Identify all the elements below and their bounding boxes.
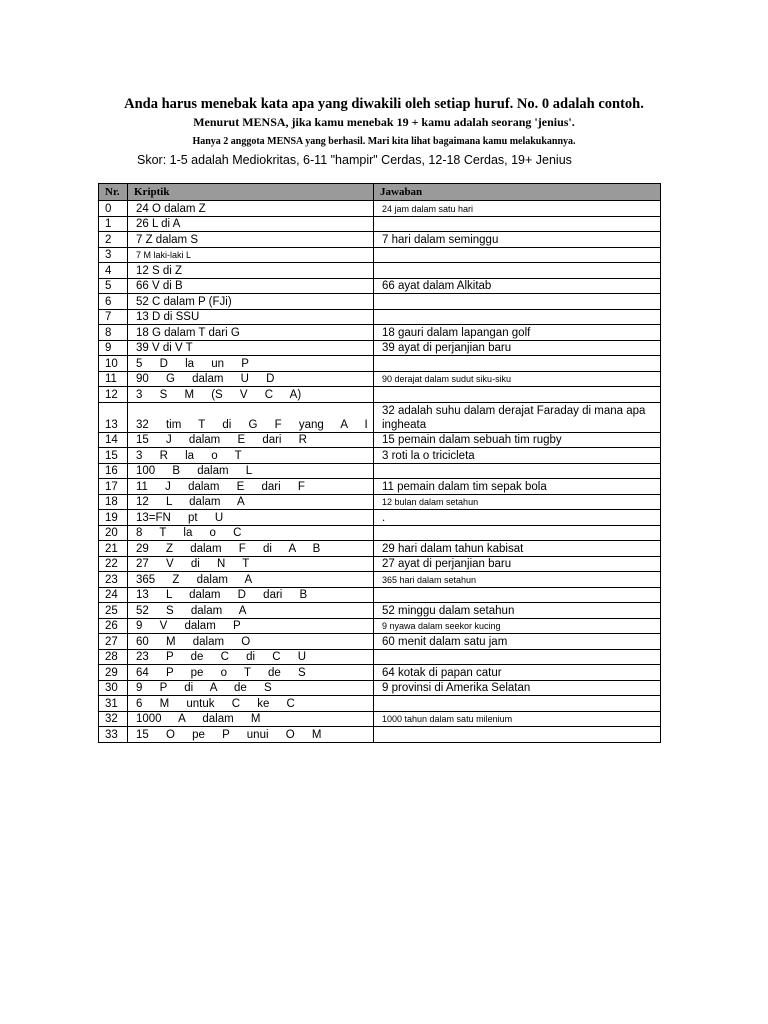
row-jawaban [374,294,661,310]
row-number: 33 [99,727,128,743]
row-jawaban: 24 jam dalam satu hari [374,201,661,217]
table-row [99,340,661,356]
row-number: 28 [99,649,128,665]
table-header-row [99,184,661,201]
row-kriptik: 52 S dalam A [128,603,374,619]
row-jawaban [374,463,661,479]
row-number: 13 [99,402,128,432]
row-jawaban: 12 bulan dalam setahun [374,494,661,510]
row-jawaban [374,587,661,603]
header-jawaban: Jawaban [374,184,661,201]
table-row [99,649,661,665]
table-row [99,510,661,526]
row-kriptik: 3 R la o T [128,448,374,464]
row-kriptik: 8 T la o C [128,525,374,541]
row-jawaban: 7 hari dalam seminggu [374,232,661,248]
row-kriptik: 39 V di V T [128,340,374,356]
row-kriptik: 1000 A dalam M [128,711,374,727]
row-jawaban: 15 pemain dalam sebuah tim rugby [374,432,661,448]
row-kriptik: 15 J dalam E dari R [128,432,374,448]
header-kriptik: Kriptik [128,184,374,201]
table-row [99,634,661,650]
table-row [99,603,661,619]
row-number: 10 [99,356,128,372]
row-jawaban: 29 hari dalam tahun kabisat [374,541,661,557]
row-kriptik: 23 P de C di C U [128,649,374,665]
row-jawaban: 90 derajat dalam sudut siku-siku [374,371,661,387]
row-kriptik: 9 V dalam P [128,618,374,634]
row-kriptik: 100 B dalam L [128,463,374,479]
row-kriptik: 3 S M (S V C A) [128,387,374,403]
table-row [99,278,661,294]
row-kriptik: 18 G dalam T dari G [128,325,374,341]
row-jawaban: 27 ayat di perjanjian baru [374,556,661,572]
table-row [99,263,661,279]
table-row [99,402,661,432]
puzzle-table [98,183,661,743]
table-row [99,356,661,372]
row-jawaban: 60 menit dalam satu jam [374,634,661,650]
row-jawaban: 52 minggu dalam setahun [374,603,661,619]
table-row [99,232,661,248]
table-row [99,216,661,232]
row-kriptik: 24 O dalam Z [128,201,374,217]
row-jawaban: 39 ayat di perjanjian baru [374,340,661,356]
row-jawaban: 11 pemain dalam tim sepak bola [374,479,661,495]
row-kriptik: 66 V di B [128,278,374,294]
row-number: 23 [99,572,128,588]
table-row [99,572,661,588]
row-kriptik: 9 P di A de S [128,680,374,696]
row-kriptik: 64 P pe o T de S [128,665,374,681]
row-number: 14 [99,432,128,448]
row-number: 12 [99,387,128,403]
row-jawaban [374,309,661,325]
table-row [99,587,661,603]
table-row [99,696,661,712]
page-note: Hanya 2 anggota MENSA yang berhasil. Mari kita lihat bagaimana kamu melakukannya. [192,136,576,147]
row-jawaban: 3 roti la o tricicleta [374,448,661,464]
row-number: 25 [99,603,128,619]
row-number: 15 [99,448,128,464]
row-number: 31 [99,696,128,712]
table-row [99,387,661,403]
table-row [99,309,661,325]
row-jawaban: 18 gauri dalam lapangan golf [374,325,661,341]
row-number: 22 [99,556,128,572]
row-kriptik: 6 M untuk C ke C [128,696,374,712]
row-kriptik: 29 Z dalam F di A B [128,541,374,557]
table-row [99,618,661,634]
row-number: 21 [99,541,128,557]
page-title: Anda harus menebak kata apa yang diwakili oleh setiap huruf. No. 0 adalah contoh. [124,96,644,112]
row-number: 9 [99,340,128,356]
table-row [99,325,661,341]
row-number: 24 [99,587,128,603]
row-jawaban [374,649,661,665]
row-kriptik: 13 L dalam D dari B [128,587,374,603]
row-number: 26 [99,618,128,634]
row-jawaban [374,263,661,279]
row-kriptik: 7 M laki-laki L [128,247,374,263]
row-kriptik: 365 Z dalam A [128,572,374,588]
row-jawaban: 9 provinsi di Amerika Selatan [374,680,661,696]
row-number: 17 [99,479,128,495]
row-kriptik: 11 J dalam E dari F [128,479,374,495]
score-legend: Skor: 1-5 adalah Mediokritas, 6-11 "hampir" Cerdas, 12-18 Cerdas, 19+ Jenius [137,153,572,167]
row-jawaban: 365 hari dalam setahun [374,572,661,588]
table-row [99,541,661,557]
table-row [99,680,661,696]
row-jawaban [374,387,661,403]
row-number: 18 [99,494,128,510]
table-row [99,556,661,572]
row-jawaban [374,247,661,263]
row-kriptik: 15 O pe P unui O M [128,727,374,743]
row-kriptik: 60 M dalam O [128,634,374,650]
row-number: 4 [99,263,128,279]
row-kriptik: 12 L dalam A [128,494,374,510]
row-kriptik: 90 G dalam U D [128,371,374,387]
row-number: 7 [99,309,128,325]
row-number: 16 [99,463,128,479]
row-jawaban: 9 nyawa dalam seekor kucing [374,618,661,634]
table-row [99,494,661,510]
row-number: 1 [99,216,128,232]
row-kriptik: 27 V di N T [128,556,374,572]
table-row [99,432,661,448]
row-kriptik: 13 D di SSU [128,309,374,325]
header-nr: Nr. [99,184,128,201]
row-jawaban [374,356,661,372]
table-row [99,727,661,743]
row-kriptik: 7 Z dalam S [128,232,374,248]
row-kriptik: 26 L di A [128,216,374,232]
row-number: 19 [99,510,128,526]
row-number: 27 [99,634,128,650]
table-row [99,247,661,263]
row-number: 6 [99,294,128,310]
table-row [99,294,661,310]
row-jawaban: 1000 tahun dalam satu milenium [374,711,661,727]
table-row [99,371,661,387]
row-number: 3 [99,247,128,263]
table-row [99,201,661,217]
row-jawaban: 64 kotak di papan catur [374,665,661,681]
row-jawaban: 66 ayat dalam Alkitab [374,278,661,294]
page-subtitle: Menurut MENSA, jika kamu menebak 19 + kamu adalah seorang 'jenius'. [193,115,575,129]
row-number: 29 [99,665,128,681]
row-kriptik: 5 D la un P [128,356,374,372]
row-number: 5 [99,278,128,294]
row-number: 0 [99,201,128,217]
row-number: 8 [99,325,128,341]
table-row [99,665,661,681]
row-number: 2 [99,232,128,248]
row-number: 11 [99,371,128,387]
row-jawaban [374,525,661,541]
row-kriptik: 12 S di Z [128,263,374,279]
row-jawaban [374,216,661,232]
row-kriptik: 13=FN pt U [128,510,374,526]
row-jawaban [374,727,661,743]
table-row [99,463,661,479]
row-jawaban: . [374,510,661,526]
row-jawaban: 32 adalah suhu dalam derajat Faraday di mana apa ingheata [374,402,661,432]
row-number: 32 [99,711,128,727]
row-number: 20 [99,525,128,541]
table-row [99,525,661,541]
row-jawaban [374,696,661,712]
row-kriptik: 32 tim T di G F yang A I [128,402,374,432]
row-kriptik: 52 C dalam P (FJi) [128,294,374,310]
table-row [99,711,661,727]
row-number: 30 [99,680,128,696]
table-row [99,448,661,464]
table-row [99,479,661,495]
